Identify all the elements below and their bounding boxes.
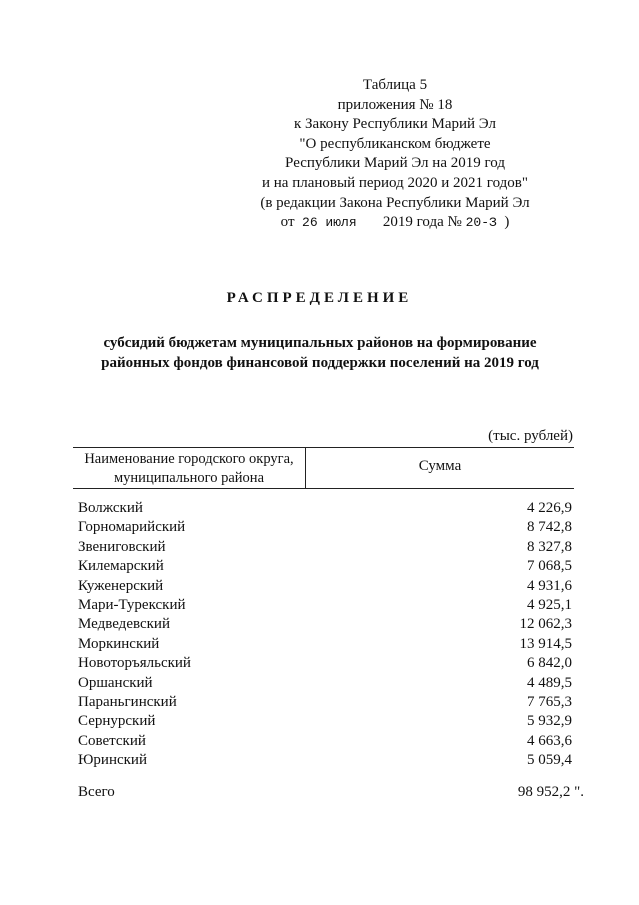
- header-date-line: [230, 213, 560, 233]
- total-label: Всего: [78, 784, 115, 800]
- date-prefix: от: [280, 214, 295, 231]
- table-row: [78, 538, 572, 557]
- table-row: [78, 732, 572, 751]
- table-row: [78, 577, 572, 596]
- row-name: Килемарский: [78, 558, 164, 575]
- row-amount: 6 842,0: [527, 655, 572, 672]
- row-amount: 4 226,9: [527, 500, 572, 516]
- row-amount: 13 914,5: [519, 635, 572, 652]
- row-name: Юринский: [78, 752, 147, 769]
- table-row: [78, 615, 572, 634]
- header-line-3: к Закону Республики Марий Эл: [293, 116, 496, 133]
- row-amount: 12 062,3: [519, 616, 572, 633]
- table-row: [78, 557, 572, 576]
- table-row: [78, 518, 572, 537]
- row-amount: 5 059,4: [527, 752, 572, 769]
- row-amount: 4 931,6: [527, 577, 572, 594]
- closing-paren: ): [504, 214, 510, 231]
- row-name: Мари-Турекский: [78, 596, 186, 613]
- table-row: [78, 499, 572, 518]
- table-row: [78, 693, 572, 712]
- date-year: 2019 года №: [382, 214, 462, 231]
- row-amount: 4 663,6: [527, 732, 572, 749]
- row-name: Советский: [78, 732, 146, 749]
- table-row: [78, 751, 572, 770]
- table-row: [78, 674, 572, 693]
- header-line-5: Республики Марий Эл на 2019 год: [285, 155, 505, 172]
- subtitle-line-2: районных фондов финансовой поддержки поселений на 2019 год: [101, 355, 539, 371]
- header-line-2: приложения № 18: [337, 96, 453, 113]
- table-row: [78, 596, 572, 615]
- header-line-1: Таблица 5: [362, 77, 428, 93]
- row-name: Оршанский: [78, 674, 153, 691]
- header-line-7: (в редакции Закона Республики Марий Эл: [260, 194, 530, 211]
- row-amount: 7 068,5: [527, 558, 572, 575]
- column-header-name: [73, 450, 305, 488]
- row-amount: 5 932,9: [527, 713, 572, 730]
- row-amount: 4 489,5: [527, 674, 572, 691]
- date-day-month: 26 июля: [302, 215, 357, 231]
- table-row: [78, 635, 572, 654]
- table-row: [78, 654, 572, 673]
- row-name: Моркинский: [78, 635, 160, 652]
- row-name: Сернурский: [78, 713, 156, 730]
- row-name: Параньгинский: [78, 693, 177, 710]
- column-header-amount: Сумма: [418, 458, 462, 474]
- table-top-border: [73, 447, 574, 448]
- row-name: Куженерский: [78, 577, 164, 594]
- subtitle-line-1: субсидий бюджетам муниципальных районов на формирование: [103, 335, 537, 351]
- header-line-6: и на плановый период 2020 и 2021 годов": [262, 174, 528, 191]
- row-amount: 7 765,3: [527, 693, 572, 710]
- row-amount: 8 742,8: [527, 519, 572, 536]
- row-name: Медведевский: [78, 616, 170, 633]
- table-body: [78, 499, 572, 770]
- header-line-4: "О республиканском бюджете: [299, 135, 491, 152]
- row-amount: 8 327,8: [527, 538, 572, 555]
- column-header-name-line-2: муниципального района: [114, 470, 264, 486]
- document-header: [230, 76, 560, 233]
- table-header-bottom-border: [73, 488, 574, 489]
- document-subtitle: [60, 333, 580, 373]
- total-amount: 98 952,2 ".: [517, 784, 584, 800]
- column-header-name-line-1: Наименование городского округа,: [84, 451, 294, 467]
- table-row: [78, 712, 572, 731]
- row-amount: 4 925,1: [527, 596, 572, 613]
- row-name: Горномарийский: [78, 519, 186, 536]
- law-number: 20-З: [465, 215, 497, 231]
- row-name: Волжский: [78, 500, 143, 516]
- row-name: Звениговский: [78, 538, 166, 555]
- units-label: (тыс. рублей): [488, 428, 573, 444]
- total-row: [78, 784, 584, 801]
- row-name: Новоторъяльский: [78, 655, 191, 672]
- document-title: РАСПРЕДЕЛЕНИЕ: [226, 290, 413, 306]
